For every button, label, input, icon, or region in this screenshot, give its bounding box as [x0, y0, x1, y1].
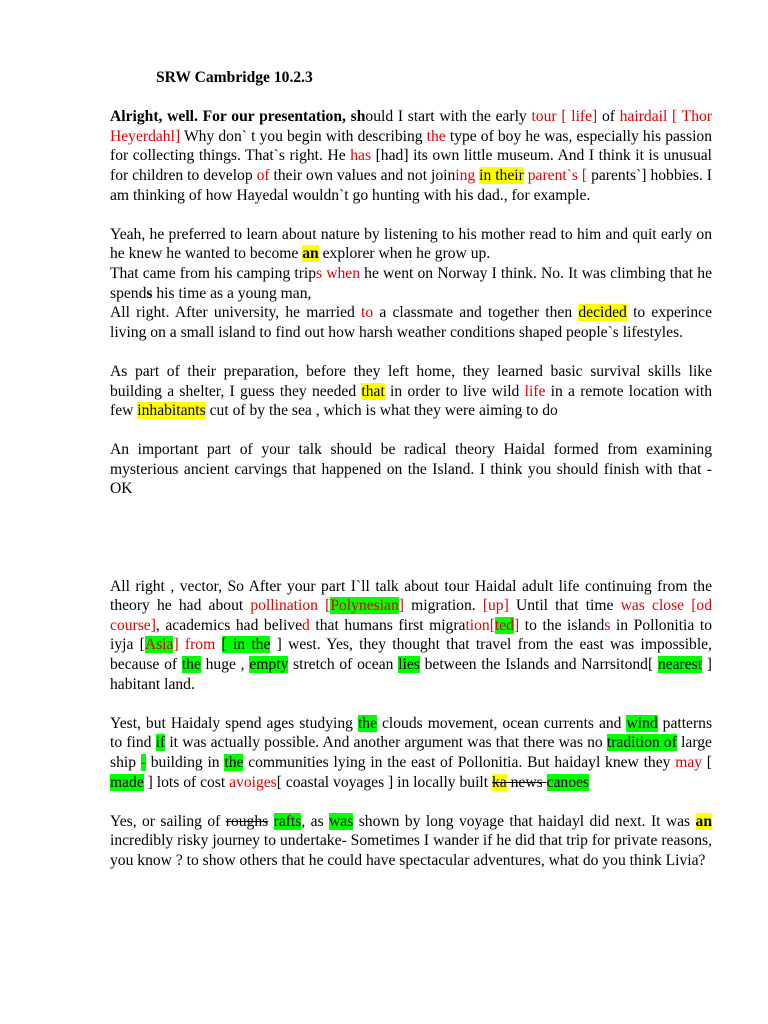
text-run: ] habitant land.	[110, 656, 712, 693]
paragraph	[110, 812, 712, 871]
text-run: , as	[301, 812, 330, 830]
paragraph-list	[110, 107, 712, 870]
text-run: in a remote location with few	[110, 382, 712, 420]
paragraph	[110, 362, 712, 421]
correction-text: life	[524, 382, 546, 400]
correction-text: the	[426, 127, 446, 145]
text-run: huge ,	[200, 656, 250, 674]
text-run	[215, 636, 221, 653]
correction-text: [up]	[482, 597, 509, 615]
text-run: that humans first migra	[309, 616, 466, 634]
paragraph	[110, 264, 712, 303]
green-highlight: Asia	[144, 636, 174, 654]
text-run: he went on Norway I think. No. It was climbing that he spend	[110, 264, 712, 302]
section-gap	[110, 519, 712, 577]
correction-text: s	[604, 616, 611, 634]
yellow-highlight: ka	[491, 773, 507, 791]
yellow-highlight: in their	[479, 166, 524, 184]
document-body	[110, 68, 712, 890]
paragraph	[110, 225, 712, 264]
text-run: patterns to find	[110, 714, 713, 752]
correction-text: to	[361, 304, 374, 322]
correction-text: ]	[173, 636, 185, 654]
correction-text: ]	[398, 597, 404, 615]
green-highlight: was	[329, 812, 354, 830]
text-run: large ship	[110, 734, 712, 771]
green-highlight: empty	[249, 656, 289, 674]
text-run: [ coastal voyages ] in locally built	[276, 773, 492, 791]
green-highlight: the	[181, 656, 201, 674]
text-run: ] lots of cost	[143, 773, 230, 791]
text-run: That came from his camping trip	[110, 264, 317, 282]
text-run: ] west. Yes, they thought that travel from the east was impossible, because of	[110, 636, 712, 674]
correction-text: tion[	[465, 616, 495, 634]
text-run: [	[702, 754, 713, 771]
green-highlight: nearest	[657, 656, 703, 674]
correction-text: parent`s [	[527, 166, 588, 184]
correction-text: was close [od course]	[110, 597, 713, 634]
correction-text: ing	[455, 166, 476, 184]
text-run: An important part of your talk should be radical theory Haidal formed from examining mysterious ancient carvings that happened on the Island. I think you should finish with that - OK	[110, 441, 712, 498]
text-run: in Pollonitia to iyja [	[110, 616, 712, 654]
text-run: [had] its own little museum. And I think it is unusual for children to develop	[110, 147, 712, 184]
text-run: a classmate and together then	[373, 304, 579, 322]
yellow-highlight: an	[695, 812, 713, 830]
bold-text: Alright, well. For our presentation, sh	[110, 108, 366, 126]
green-highlight: made	[110, 773, 144, 791]
correction-text: tour [ life]	[531, 108, 598, 126]
green-highlight: canoes	[546, 773, 589, 791]
paragraph	[110, 107, 712, 205]
text-run: incredibly risky journey to undertake- Sometimes I wander if he did that trip for private reasons, you know ? to show others that he could have spectacular adventures, what do you think Livia?	[110, 832, 712, 869]
text-run: of	[597, 108, 620, 126]
text-run: shown by long voyage that haidayl did next. It was	[353, 812, 696, 830]
green-highlight: the	[357, 714, 378, 732]
text-run: Yest, but Haidaly spend ages studying	[110, 714, 358, 732]
text-run: All right. After university, he married	[110, 304, 361, 322]
green-highlight: -	[140, 754, 146, 771]
green-highlight: lies	[398, 656, 420, 674]
green-highlight: rafts	[273, 812, 302, 830]
struck-text: roughs	[225, 812, 269, 830]
yellow-highlight: that	[361, 382, 385, 400]
correction-text: from	[184, 636, 216, 654]
text-run: stretch of ocean	[288, 656, 399, 674]
text-run: building in	[145, 754, 225, 771]
text-run: As part of their preparation, before they left home, they learned basic survival skills like building a shelter, I guess they needed	[110, 362, 712, 400]
text-run: between the Islands and Narrsitond[	[419, 656, 658, 674]
text-run	[268, 813, 273, 830]
document-title: SRW Cambridge 10.2.3	[156, 69, 313, 86]
paragraph	[110, 714, 712, 792]
correction-text: d	[302, 616, 310, 634]
yellow-highlight: an	[302, 245, 319, 263]
text-run: their own values and not join	[269, 166, 456, 184]
text-run: Why don` t you begin with describing	[180, 127, 427, 145]
yellow-highlight: inhabitants	[137, 402, 206, 420]
correction-text: may	[675, 754, 703, 771]
correction-text: s when	[316, 264, 361, 282]
text-run: All right , vector, So After your part I`ll talk about tour Haidal adult life continuing from the theory he had about	[110, 577, 712, 615]
text-run: cut of by the sea , which is what they were aiming to do	[205, 402, 558, 420]
correction-text: hairdail [ Thor Heyerdahl]	[110, 108, 712, 145]
text-run: explorer when he grow up.	[318, 245, 491, 263]
bold-text: s	[146, 284, 153, 302]
green-highlight: tradition of	[606, 734, 677, 752]
text-run: migration.	[403, 597, 483, 615]
text-run: type of boy he was, especially his passion for collecting things. That`s right. He	[110, 127, 712, 165]
green-highlight: ted	[494, 616, 514, 634]
text-run: to the island	[519, 616, 605, 634]
text-run: Yeah, he preferred to learn about nature by listening to his mother read to him and quit early on he knew he wanted to become	[110, 225, 712, 263]
paragraph	[110, 303, 712, 342]
text-run: ould I start with the early	[365, 108, 532, 126]
paragraph	[110, 440, 712, 499]
correction-text: ]	[513, 616, 520, 634]
text-run: to experince living on a small island to find out how harsh weather conditions shaped people`s lifestyles.	[110, 304, 712, 341]
correction-text: has	[350, 147, 372, 165]
correction-text: pollination [	[250, 597, 331, 615]
text-run: parents`] hobbies. I am thinking of how Hayedal wouldn`t go hunting with his dad., for example.	[110, 166, 712, 204]
green-highlight: wind	[626, 714, 658, 732]
text-run: in order to live wild	[384, 382, 525, 400]
text-run: his time as a young man,	[152, 284, 312, 302]
yellow-highlight: decided	[578, 304, 627, 322]
text-run: it was actually possible. And another argument was that there was no	[165, 734, 607, 752]
green-highlight: the	[224, 754, 244, 771]
text-run: Yes, or sailing of	[110, 812, 226, 830]
text-run: Until that time	[508, 597, 621, 615]
correction-text: avoiges	[229, 773, 277, 791]
paragraph	[110, 577, 712, 695]
text-run: communities lying in the east of Pollonitia. But haidayl knew they	[243, 754, 676, 771]
green-highlight: Polynesian	[330, 597, 399, 615]
green-highlight: [ in the	[221, 636, 271, 654]
text-run: , academics had belive	[155, 616, 303, 634]
correction-text: of	[256, 166, 270, 184]
struck-text: news	[506, 773, 547, 791]
text-run: clouds movement, ocean currents and	[377, 714, 627, 732]
green-highlight: if	[155, 734, 166, 752]
